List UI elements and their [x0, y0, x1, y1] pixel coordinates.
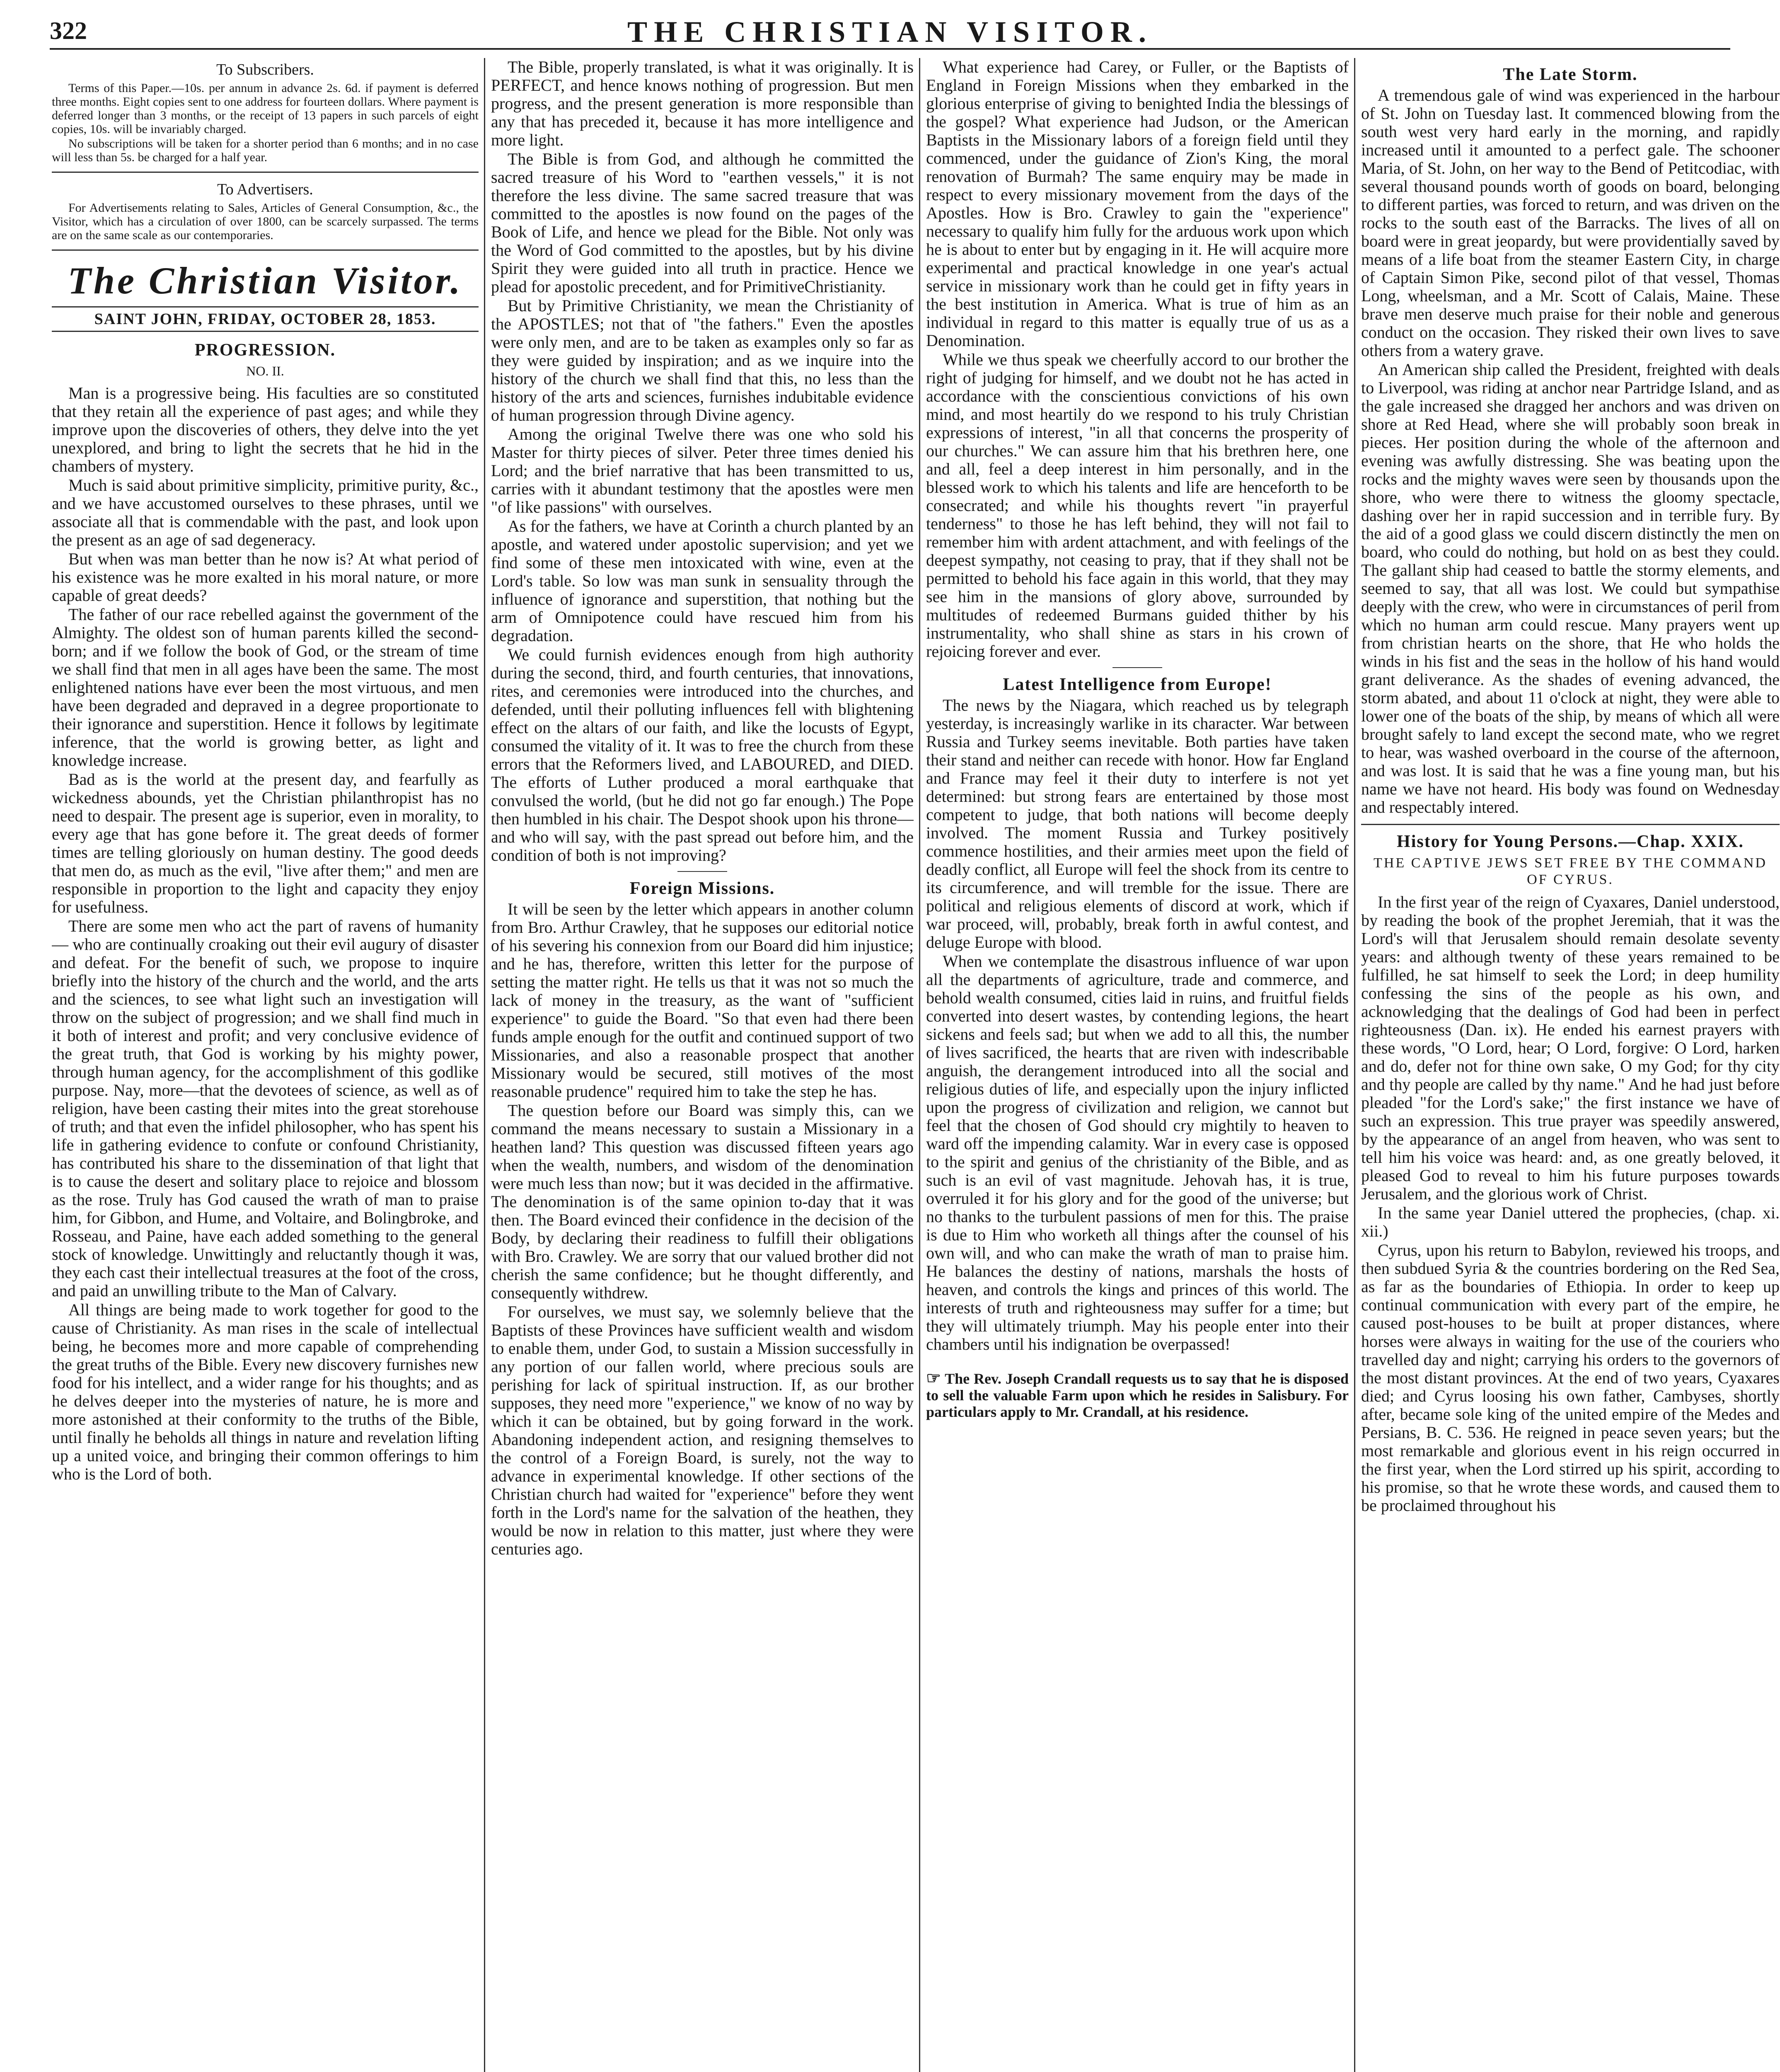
- subscribers-heading: To Subscribers.: [216, 61, 314, 78]
- foreign-missions-paragraph: While we thus speak we cheerfully accord to our brother the right of judging for himself, and we doubt not he has acted in accordance with the conscientious convictions of his own mind, and most heartily do we respond to his truly Christian expressions of interest, "in all that concerns the prosperity of our churches." We can assure him that his brethren here, one and all, feel a deep interest in him personally, and in the blessed work to which his talents and life are henceforth to be consecrated; and while his thoughts revert "in prayerful tenderness" to those he has left behind, they will not fail to remember him with ardent attachment, and with feelings of the deepest sympathy, not ceasing to pray, that if they shall not be permitted to behold his face again in this world, that they may see him in the mansions of glory above, surrounded by multitudes of redeemed Burmans guided thither by his instrumentality, who shall shine as stars in his crown of rejoicing forever and ever.: [926, 350, 1349, 661]
- foreign-missions-paragraph: For ourselves, we must say, we solemnly believe that the Baptists of these Provinces have sufficient wealth and wisdom to enable them, under God, to sustain a Mission successfully in any portion of our fallen world, where precious souls are perishing for lack of spiritual instruction. If, as our brother supposes, they need more "experience," we know of no way by which it can be obtained, but by going forward in the work. Abandoning independent action, and resigning themselves to the control of a Foreign Board, is surely, not the way to advance in experimental knowledge. If other sections of the Christian church had waited for "experience" before they went forth in the Lord's name for the salvation of the heathen, they would be now in relation to this matter, just where they were centuries ago.: [491, 1302, 914, 1558]
- masthead: [50, 12, 1730, 50]
- column-rule: [919, 58, 920, 2072]
- divider: [52, 249, 479, 251]
- latest-intelligence-paragraph: When we contemplate the disastrous influence of war upon all the departments of agriculture, trade and commerce, and behold wealth consumed, cities laid in ruins, and fruitful fields converted into desert wastes, by contending legions, the heart sickens and feels sad; but when we add to all this, the number of lives sacrificed, the hearts that are riven with indescribable anguish, the derangement introduced into all the social and religious duties of life, and especially upon the injury inflicted upon the progress of civilization and religion, we cannot but feel that the chosen of God should cry mightily to heaven to ward off the impending calamity. War in every case is opposed to the spirit and genius of the christianity of the Bible, and as such is an evil of vast magnitude. Jehovah has, it is true, overruled it for his glory and for the good of the universe; but no thanks to the turbulent passions of men for this. The praise is due to Him who worketh all things after the counsel of his own will, and who can make the wrath of man to praise him. He balances the destiny of nations, marshals the hosts of heaven, and controls the kings and princes of this world. The interests of truth and righteousness may suffer for a time; but they will ultimately triumph. May his people enter into their chambers until his indignation be overpassed!: [926, 952, 1349, 1353]
- column-4: [1361, 58, 1780, 2072]
- column-3: [926, 58, 1349, 2072]
- column-2: [491, 58, 914, 2072]
- pointing-hand-icon: ☞: [926, 1369, 941, 1387]
- advertisers-body: For Advertisements relating to Sales, Articles of General Consumption, &c., the Visitor, which has a circulation of over 1800, can be scarcely surpassed. The terms are on the same scale as our contemporaries.: [52, 201, 479, 242]
- progression-title: PROGRESSION.: [194, 341, 336, 360]
- paper-title: THE CHRISTIAN VISITOR.: [627, 15, 1153, 48]
- subscribers-terms: Terms of this Paper.—10s. per annum in advance 2s. 6d. if payment is deferred three months. Eight copies sent to one address for fourteen dollars. Where payment is deferred longer than 3 months, or the receipt of 13 papers in such parcels of eight copies, 10s. will be invariably charged.: [52, 81, 479, 136]
- late-storm-title: The Late Storm.: [1503, 65, 1638, 84]
- progression-paragraph: Much is said about primitive simplicity, primitive purity, &c., and we have accustomed ourselves to these phrases, until we associate all that is commendable with the past, and look upon the present as an age of sad degeneracy.: [52, 476, 479, 549]
- foreign-missions-paragraph: It will be seen by the letter which appears in another column from Bro. Arthur Crawley, that he supposes our editorial notice of his severing his connexion from our Board did him injustice; and he has, therefore, written this letter for the purpose of setting the matter right. He tells us that it was not so much the lack of money in the treasury, as the want of "sufficient experience" to guide the Board. "So that even had there been funds ample enough for the outfit and continued support of two Missionaries, and also a reasonable prospect that another Missionary would be secured, still motives of the most reasonable prudence" required him to take the step he has.: [491, 900, 914, 1101]
- history-title: History for Young Persons.—Chap. XXIX.: [1397, 832, 1744, 851]
- column-rule: [484, 58, 485, 2072]
- progression-paragraph: We could furnish evidences enough from high authority during the second, third, and fourth centuries, that innovations, rites, and ceremonies were introduced into the churches, and defended, until their polluting influences fell with blightening effect on the altars of our faith, and like the locusts of Egypt, consumed the vitality of it. It was to free the church from these errors that the Reformers lived, and LABOURED, and DIED. The efforts of Luther produced a moral earthquake that convulsed the world, (but he did not go far enough.) The Pope then humbled in his chair. The Despot shook upon his throne—and who will say, with the past spread out before him, and the condition of both is not improving?: [491, 645, 914, 864]
- progression-paragraph: There are some men who act the part of ravens of humanity — who are continually croaking out their evil augury of disaster and defeat. For the benefit of such, we propose to inquire briefly into the history of the church and the world, and the arts and the sciences, to see what light such an investigation will throw on the subject of progression; and we shall find much in it both of interest and profit; and very conclusive evidence of the great truth, that God is working by his mighty power, through human agency, for the accomplishment of this godlike purpose. Nay, more—that the devotees of science, as well as of religion, have been casting their mites into the great storehouse of truth; and that even the infidel philosopher, who has spent his life in gathering evidence to confute or confound Christianity, has contributed his share to the dissemination of that light that is to cause the desert and solitary place to rejoice and blossom as the rose. Truly has God caused the wrath of man to praise him, for Gibbon, and Hume, and Voltaire, and Bolingbroke, and Rosseau, and Paine, have each added something to the general stock of knowledge. Unwittingly and reluctantly though it was, they each cast their intellectual treasures at the foot of the cross, and paid an unwilling tribute to the Man of Calvary.: [52, 917, 479, 1300]
- latest-intelligence-paragraph: The news by the Niagara, which reached us by telegraph yesterday, is increasingly warlike in its character. War between Russia and Turkey seems inevitable. Both parties have taken their stand and neither can recede with honor. How far England and France may feel it their duty to interfere is not yet determined: but strong fears are entertained by those most competent to judge, that both nations will become deeply involved. The moment Russia and Turkey positively commence hostilities, and their armies meet upon the field of deadly conflict, all Europe will feel the shock from its centre to its circumference, and will tremble for the issue. There are political and religious elements of discord at work, which if war proceed, will, probably, break forth in awful contest, and deluge Europe with blood.: [926, 696, 1349, 951]
- progression-paragraph: All things are being made to work together for good to the cause of Christianity. As man rises in the scale of intellectual being, he becomes more and more capable of comprehending the great truths of the Bible. Every new discovery furnishes new food for his intellect, and a wider range for his thoughts; and as he delves deeper into the mysteries of nature, he is more and more astonished at their conformity to the truths of the Bible, until finally he beholds all things in nature and revelation lifting up a united voice, and bringing their common offerings to him who is the Lord of both.: [52, 1300, 479, 1483]
- progression-paragraph: The Bible, properly translated, is what it was originally. It is PERFECT, and hence knows nothing of progression. But men progress, and the present generation is more responsible than any that has preceded it, because it has more intelligence and more light.: [491, 58, 914, 149]
- foreign-missions-paragraph: What experience had Carey, or Fuller, or the Baptists of England in Foreign Missions when they embarked in the glorious enterprise of giving to benighted India the blessings of the gospel? What experience had Judson, or the American Baptists in the Missionary labors of a foreign field until they commenced, under the guidance of Zion's King, the moral renovation of Burmah? The same enquiry may be made in respect to every missionary movement from the days of the Apostles. How is Bro. Crawley to gain the "experience" necessary to qualify him fully for the arduous work upon which he is about to enter but by engaging in it. He will acquire more experimental and practical knowledge in one year's actual service in missionary work than he could get in fifty years in the best institution in America. What is true of him as an individual in regard to this matter is equally true of us as a Denomination.: [926, 58, 1349, 350]
- advertisers-heading: To Advertisers.: [217, 181, 313, 198]
- progression-paragraph: Among the original Twelve there was one who sold his Master for thirty pieces of silver. Peter three times denied his Lord; and the brief narrative that has been transmitted to us, carries with it abundant testimony that the apostles were men "of like passions" with ourselves.: [491, 425, 914, 516]
- progression-number: NO. II.: [246, 363, 284, 378]
- progression-paragraph: The father of our race rebelled against the government of the Almighty. The oldest son of human parents killed the second-born; and if we follow the book of God, or the stream of time we shall find that men in all ages have been the same. The most enlightened nations have ever been the most virtuous, and men have been degraded and depraved in a degree proportionate to their ignorance and superstition. Hence it follows by legitimate inference, that the world is growing better, as light and knowledge increase.: [52, 605, 479, 770]
- history-paragraph: Cyrus, upon his return to Babylon, reviewed his troops, and then subdued Syria & the countries bordering on the Red Sea, as far as the boundaries of Ethiopia. In order to keep up continual communication with every part of the empire, he caused post-houses to be built at proper distances, where horses were always in waiting for the use of the couriers who travelled day and night; carrying his orders to the governors of the most distant provinces. At the end of two years, Cyaxares died; and Cyrus loosing his own father, Cambyses, shortly after, became sole king of the united empire of the Medes and Persians, B. C. 536. He reigned in peace seven years; but the most remarkable and glorious event in his reign occurred in the first year, when the Lord stirred up his spirit, according to his promise, so that he wrote these words, and caused them to be proclaimed throughout his: [1361, 1241, 1780, 1515]
- page-number: 322: [50, 17, 87, 44]
- history-paragraph: In the same year Daniel uttered the prophecies, (chap. xi. xii.): [1361, 1203, 1780, 1240]
- progression-paragraph: Bad as is the world at the present day, and fearfully as wickedness abounds, yet the Christian philanthropist has no need to despair. The present age is superior, even in morality, to every age that has gone before it. The great deeds of former times are telling gloriously on human destiny. The good deeds that men do, as much as the evil, "live after them;" and men are responsible in proportion to the light and capacity they enjoy for usefulness.: [52, 770, 479, 916]
- history-subtitle: THE CAPTIVE JEWS SET FREE BY THE COMMAND OF CYRUS.: [1374, 855, 1767, 887]
- progression-paragraph: But by Primitive Christianity, we mean the Christianity of the APOSTLES; not that of "the fathers." Even the apostles were only men, and are to be taken as examples only so far as they were guided by inspiration; and as we inquire into the history of the church we shall find that this, no less than the history of the arts and sciences, furnishes indubitable evidence of human progression through Divine agency.: [491, 296, 914, 424]
- progression-paragraph: As for the fathers, we have at Corinth a church planted by an apostle, and watered under apostolic supervision; and yet we find some of these men intoxicated with wine, even at the Lord's table. So low was man sunk in sensuality through the influence of ignorance and superstition, that nothing but the arm of Omnipotence could have rescued him from his degradation.: [491, 517, 914, 645]
- progression-paragraph: But when was man better than he now is? At what period of his existence was he more exalted in his moral nature, or more capable of great deeds?: [52, 549, 479, 605]
- history-paragraph: In the first year of the reign of Cyaxares, Daniel understood, by reading the book of the prophet Jeremiah, that it was the Lord's will that Jerusalem should remain desolate seventy years: and although twenty of these years remained to be fulfilled, he sat himself to seek the Lord; in deep humility confessing the sins of the people as his own, and acknowledging that the dealings of God had been in perfect righteousness (Dan. ix). He ended his earnest prayers with these words, "O Lord, hear; O Lord, forgive: O Lord, harken and do, defer not for thine own sake, O my God; for thy city and thy people are called by thy name." And he had just before pleaded "for the Lord's sake;" the first instance we have of such an expression. This true prayer was speedily answered, by the appearance of an angel from heaven, who was sent to tell him his voice was heard: and, as one greatly beloved, it pleased God to reveal to him his future purposes towards Jerusalem, and the glorious work of Christ.: [1361, 893, 1780, 1203]
- late-storm-paragraph: An American ship called the President, freighted with deals to Liverpool, was riding at anchor near Partridge Island, and as the gale increased she dragged her anchors and was driven on shore at Red Head, where she will probably soon break in pieces. Her position during the whole of the afternoon and evening was awfully distressing. She was beating upon the rocks and the mighty waves were seen by thousands upon the shore, who were there to witness the gloomy spectacle, dashing over her in rapid succession and in terrible fury. By the aid of a good glass we could discern distinctly the men on board, who could do nothing, but hold on as best they could. The gallant ship had ceased to battle the stormy elements, and seemed to say, that all was lost. We could but sympathise deeply with the crew, who were in circumstances of peril from which no human arm could rescue. Many prayers went up from christian hearts on the shore, that He who holds the winds in his fist and the seas in the hollow of his hand would grant deliverance. As the shades of evening advanced, the storm abated, and about 11 o'clock at night, they were able to lower one of the boats of the ship, by means of which all were brought safely to land except the second mate, who we regret to hear, was washed overboard in the course of the afternoon, and was lost. It is said that he was a fine young man, but his name we have not heard. His body was found on Wednesday and respectably intered.: [1361, 360, 1780, 816]
- divider: [52, 172, 479, 173]
- latest-intelligence-title: Latest Intelligence from Europe!: [1003, 675, 1272, 694]
- progression-paragraph: The Bible is from God, and although he committed the sacred treasure of his Word to "earthen vessels," it is not therefore the less divine. The same sacred treasure that was committed to the apostles is now found on the pages of the Book of Life, and hence we plead for the Bible. Not only was the Word of God committed to the apostles, but by his divine Spirit they were guided into all truth in practice. Hence we plead for apostolic precedent, and for PrimitiveChristianity.: [491, 150, 914, 296]
- column-1: [52, 58, 479, 2072]
- crandall-notice-text: The Rev. Joseph Crandall requests us to say that he is disposed to sell the valuable Farm upon which he resides in Salisbury. For particulars apply to Mr. Crandall, at his residence.: [926, 1370, 1349, 1420]
- progression-paragraph: Man is a progressive being. His faculties are so constituted that they retain all the experience of past ages; and while they improve upon the discoveries of others, they delve into the yet unexplored, and bring to light the secrets that he hid in the chambers of mystery.: [52, 384, 479, 475]
- divider: [1112, 667, 1162, 668]
- foreign-missions-title: Foreign Missions.: [629, 879, 775, 898]
- subscribers-note: No subscriptions will be taken for a shorter period than 6 months; and in no case will less than 5s. be charged for a half year.: [52, 137, 479, 164]
- dateline: SAINT JOHN, FRIDAY, OCTOBER 28, 1853.: [52, 306, 479, 332]
- divider: [1361, 824, 1780, 825]
- late-storm-paragraph: A tremendous gale of wind was experienced in the harbour of St. John on Tuesday last. It commenced blowing from the south west very hard early in the morning, and rapidly increased until it amounted to a perfect gale. The schooner Maria, of St. John, on her way to the Bend of Petitcodiac, with several thousand pounds worth of goods on board, belonging to different parties, was forced to return, and was driven on the rocks to the south east of the Barracks. The lives of all on board were in great jeopardy, but were providentially saved by means of a life boat from the steamer Eastern City, in charge of Captain Simon Pike, second pilot of that vessel, Thomas Long, wheelsman, and a Mr. Scott of Calais, Maine. These brave men deserve much praise for their noble and generous conduct on the occasion. They risked their own lives to save others from a watery grave.: [1361, 86, 1780, 360]
- divider: [677, 871, 727, 872]
- nameplate: The Christian Visitor.: [68, 259, 463, 302]
- column-rule: [1354, 58, 1355, 2072]
- crandall-notice: [926, 1370, 1349, 1420]
- foreign-missions-paragraph: The question before our Board was simply this, can we command the means necessary to sustain a Missionary in a heathen land? This question was discussed fifteen years ago when the wealth, numbers, and wisdom of the denomination were much less than now; but it was decided in the affirmative. The denomination is of the same opinion to-day that it was then. The Board evinced their confidence in the decision of the Body, by declaring their readiness to fulfill their obligations with Bro. Crawley. We are sorry that our valued brother did not cherish the same confidence; but he thought differently, and consequently withdrew.: [491, 1101, 914, 1302]
